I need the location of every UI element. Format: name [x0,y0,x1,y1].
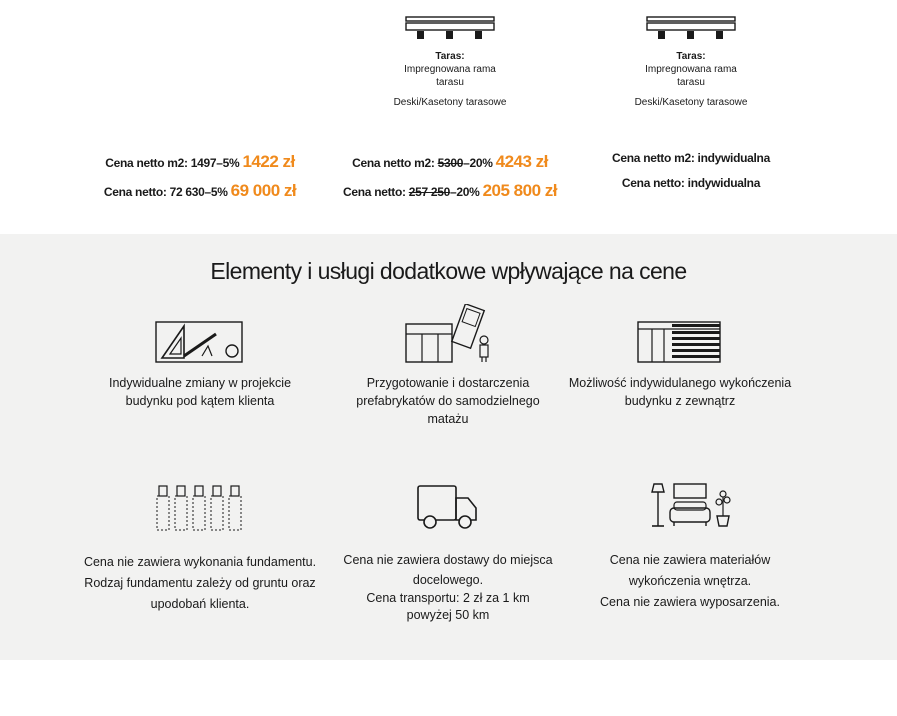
price-per-m2: Cena netto m2: indywidualna [612,151,770,165]
interior-furniture-icon [648,482,732,530]
feature-line: upodobań klienta. [150,597,250,611]
feature-line: Przygotowanie i dostarczenia [366,376,530,390]
new-price: 1422 zł [242,152,295,171]
feature-line: budynku z zewnątrz [624,394,736,408]
feature-line: budynku pod kątem klienta [125,394,275,408]
price-total [310,181,590,201]
feature-line: Cena nie zawiera wykonania fundamentu. [83,555,317,569]
price-total: Cena netto: indywidualna [621,176,761,190]
feature-prefab [318,304,578,428]
delivery-truck-icon [416,484,480,530]
feature-line: Cena nie zawiera materiałów [609,553,771,567]
pricing-column-2 [310,0,590,200]
feature-line: matażu [427,412,469,426]
old-price: 72 630 [169,185,205,199]
pricing-section [0,0,897,234]
design-tools-icon [154,320,246,366]
terrace-icon [646,16,736,42]
foundation-icon [155,484,245,532]
discount: –20% [450,185,480,199]
price-per-m2 [310,152,590,172]
feature-exterior [550,320,810,410]
feature-custom-design [70,320,330,410]
extras-section [0,234,897,660]
feature-text [550,374,810,410]
feature-line: Cena nie zawiera wyposarzenia. [600,595,780,609]
feature-line: prefabrykatów do samodzielnego [356,394,540,408]
feature-line: Indywidualne zmiany w projekcie [108,376,292,390]
feature-line: Rodzaj fundamentu zależy od gruntu oraz [84,576,316,590]
exterior-finish-icon [636,320,724,366]
terrace-boards: Deski/Kasetony tarasowe [393,97,507,108]
price-label: Cena netto m2: [105,156,191,170]
price-label: Cena netto: [103,185,170,199]
old-price: 5300 [437,156,464,170]
feature-line: powyżej 50 km [406,608,490,622]
feature-line: Cena nie zawiera dostawy do miejsca [343,553,553,567]
section-title: Elementy i usługi dodatkowe wpływające na cene [210,258,687,284]
page-footer-space [0,660,897,716]
feature-text [318,374,578,428]
pricing-column-3 [551,0,831,190]
feature-interior [560,482,820,613]
new-price: 205 800 zł [482,181,557,200]
terrace-icon [405,16,495,42]
feature-text [318,550,578,624]
old-price: 257 250 [408,185,451,199]
feature-line: Cena transportu: 2 zł za 1 km [366,591,530,605]
feature-text [70,374,330,410]
feature-line: wykończenia wnętrza. [628,574,752,588]
prefab-delivery-icon [400,304,496,366]
feature-foundation [70,484,330,615]
price-label: Cena netto m2: [352,156,438,170]
feature-line: docelowego. [412,573,484,587]
feature-text [560,550,820,613]
discount: –5% [204,185,228,199]
price-label: Cena netto: [343,185,409,199]
terrace-frame: Impregnowana rama [645,64,737,75]
feature-line: Możliwość indywidulanego wykończenia [568,376,792,390]
terrace-boards: Deski/Kasetony tarasowe [634,97,748,108]
price-total [60,181,340,201]
old-price: 1497 [190,156,217,170]
new-price: 69 000 zł [230,181,297,200]
terrace-frame-cont: tarasu [677,77,705,88]
feature-text [70,552,330,615]
discount: –5% [216,156,240,170]
terrace-title: Taras: [435,51,465,62]
price-per-m2 [60,152,340,172]
terrace-title: Taras: [676,51,706,62]
discount: –20% [463,156,493,170]
terrace-frame-cont: tarasu [436,77,464,88]
feature-delivery [318,484,578,624]
new-price: 4243 zł [495,152,548,171]
terrace-frame: Impregnowana rama [404,64,496,75]
